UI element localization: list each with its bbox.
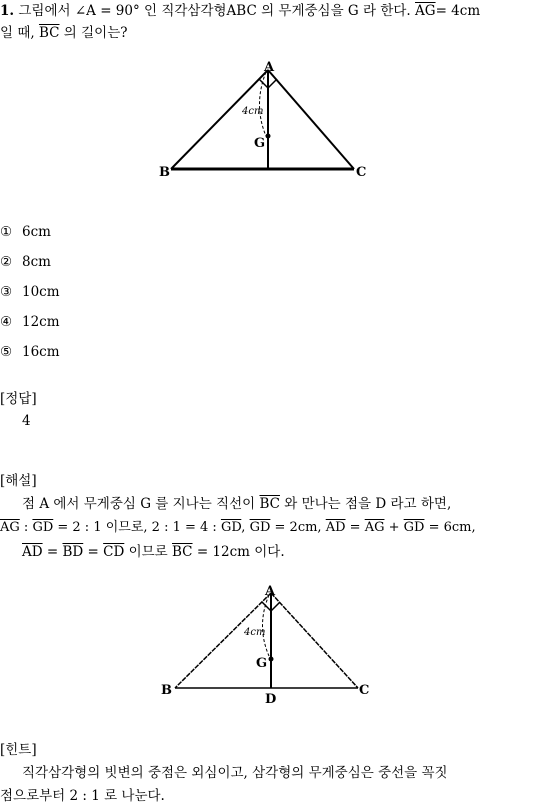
explanation-text: 이므로 (124, 544, 168, 560)
explanation-text: , (241, 520, 246, 535)
option-text: 8cm (22, 254, 51, 270)
option-number: ④ (0, 314, 13, 330)
question-text: 그림에서 ∠A = 90° 인 직각삼각형ABC 의 무게중심을 G 라 한다. (18, 3, 411, 19)
explanation-line-1 (0, 494, 451, 514)
segment-ad: $\overline{AD}$ (22, 544, 43, 560)
explanation-text: = (83, 544, 99, 560)
question-line-2 (0, 23, 127, 43)
explanation-text: = (42, 544, 59, 560)
question-text-2: = 4cm (435, 3, 481, 19)
label-length: 4cm (242, 106, 264, 117)
hint-line-2: 점으로부터 2 : 1 로 나눈다. (0, 788, 165, 804)
segment-ad: $\overline{AD}$ (325, 520, 346, 535)
explanation-text: = 12cm 이다. (192, 544, 285, 560)
segment-bc: $\overline{BC}$ (172, 544, 193, 560)
segment-cd: $\overline{CD}$ (103, 544, 125, 560)
explanation-text: = 2 : 1 이므로, 2 : 1 = 4 : (53, 520, 217, 535)
triangle-figure-2 (155, 578, 385, 708)
segment-gd: $\overline{GD}$ (249, 520, 271, 535)
explanation-text: = 2cm, (270, 520, 322, 535)
explanation-text: 와 만나는 점을 D 라고 하면, (284, 496, 452, 512)
option-1[interactable] (0, 224, 51, 240)
option-number: ③ (0, 284, 13, 300)
label-c: C (356, 165, 367, 180)
segment-bc: $\overline{BC}$ (259, 496, 280, 512)
question-line-1 (0, 1, 480, 21)
option-text: 10cm (22, 284, 60, 300)
segment-gd: $\overline{GD}$ (32, 520, 54, 535)
question-text-3: 일 때, (0, 25, 35, 41)
label-a: A (265, 584, 276, 599)
segment-bc: $\overline{BC}$ (38, 25, 60, 41)
label-g: G (256, 656, 268, 671)
triangle-figure-1 (155, 55, 385, 185)
label-b: B (159, 165, 170, 180)
hint-line-1: 직각삼각형의 빗변의 중점은 외심이고, 삼각형의 무게중심은 중선을 꼭짓 (22, 765, 448, 781)
segment-ag: $\overline{AG}$ (364, 520, 385, 535)
hint-header: [힌트] (0, 742, 37, 758)
label-c: C (359, 683, 370, 698)
explanation-text: = 6cm, (424, 520, 476, 535)
option-3[interactable] (0, 284, 60, 300)
segment-ag: $\overline{AG}$ (0, 520, 20, 535)
segment-bd: $\overline{BD}$ (62, 544, 84, 560)
option-number: ⑤ (0, 344, 13, 360)
option-text: 6cm (22, 224, 51, 240)
option-number: ② (0, 254, 13, 270)
option-2[interactable] (0, 254, 51, 270)
question-number: 1. (0, 3, 15, 19)
option-text: 12cm (22, 314, 60, 330)
option-5[interactable] (0, 344, 60, 360)
explanation-text: 점 A 에서 무게중심 G 를 지나는 직선이 (22, 496, 256, 512)
segment-gd: $\overline{GD}$ (403, 520, 425, 535)
segment-ag: $\overline{AG}$ (415, 3, 436, 19)
explanation-text: = (345, 520, 361, 535)
label-a: A (264, 60, 275, 75)
explanation-line-3 (0, 542, 285, 562)
option-number: ① (0, 224, 13, 240)
ratio-separator: : (19, 520, 33, 535)
explanation-line-2 (0, 518, 476, 538)
segment-gd: $\overline{GD}$ (220, 520, 242, 535)
label-d: D (265, 692, 277, 707)
explanation-text: + (384, 520, 400, 535)
label-g: G (254, 136, 266, 151)
label-length: 4cm (244, 627, 266, 638)
option-text: 16cm (22, 344, 60, 360)
answer-value: 4 (22, 413, 31, 429)
answer-header: [정답] (0, 391, 37, 407)
label-b: B (161, 683, 172, 698)
question-text-4: 의 길이는? (63, 25, 128, 41)
explanation-header: [해설] (0, 473, 37, 489)
option-4[interactable] (0, 314, 60, 330)
